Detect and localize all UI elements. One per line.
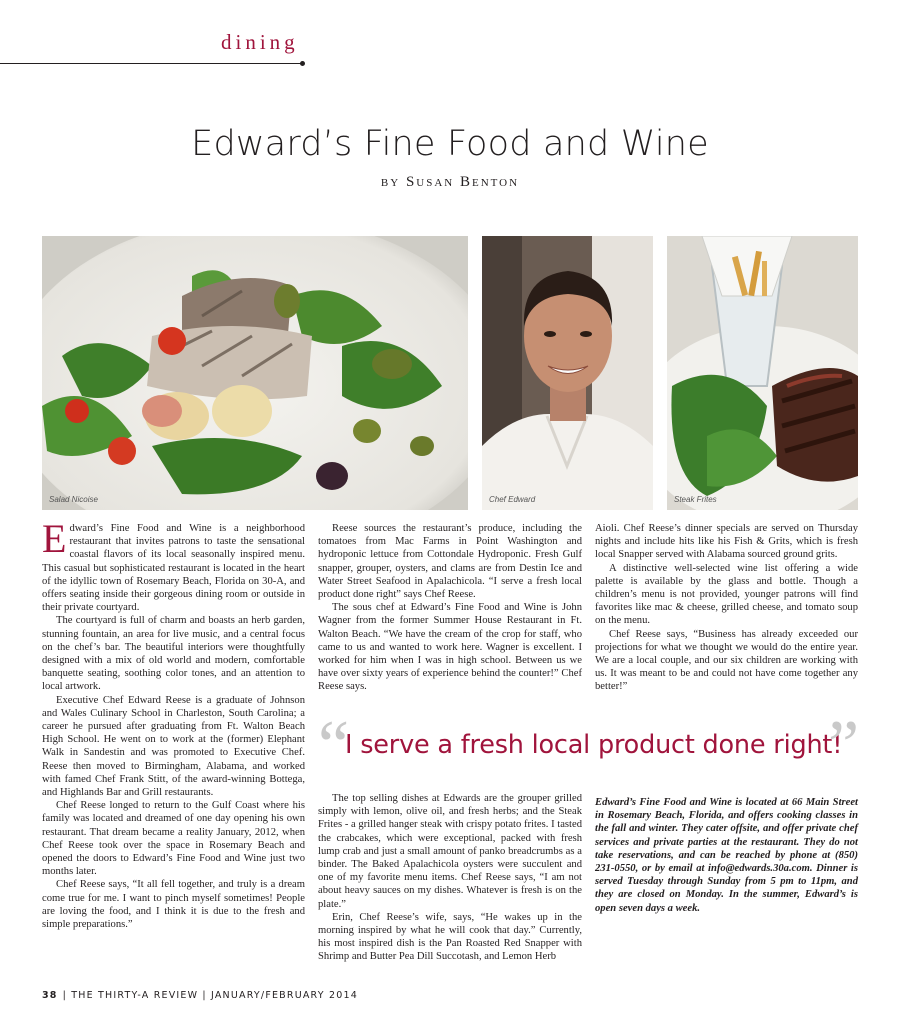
article-column-2-top	[318, 522, 582, 694]
paragraph: The top selling dishes at Edwards are the grouper grilled simply with lemon, olive oil, and fresh herbs; and the Steak Frites - a grilled hanger steak with crispy potato frites. I tasted the crabcakes, which were exceptional, packed with fresh lump crab and just a small amount of panko breadcrumbs as a binder. The Baked Apalachicola oysters were succulent and one of my favorite menu items. Chef Reese says, “I am not about heavy sauces on my dishes. Whatever is fresh is on the plate.”	[318, 793, 582, 910]
paragraph: Executive Chef Edward Reese is a graduate of Johnson and Wales Culinary School in Charleston, South Carolina; a career he pursued after graduating from Ft. Walton Beach High School. He went on to work at the (former) Elephant Walk in Sandestin and was promoted to Executive Chef. Reese then moved to Birmingham, Alabama, and worked with famed Chef Frank Stitt, of the award-winning Bottega, and Highlands Bar and Grill restaurants.	[42, 694, 305, 799]
open-quote-mark: “	[318, 707, 350, 784]
pull-quote-text: I serve a fresh local product done right!	[345, 730, 843, 760]
photo-caption: Salad Nicoise	[49, 495, 98, 504]
chef-edward-photo	[482, 236, 653, 510]
article-column-3-top	[595, 522, 858, 694]
paragraph: Chef Reese longed to return to the Gulf Coast where his family was located and dreamed of one day opening his own restaurant. That dream became a reality January, 2012, when Chef Reese took over the space in Rosemary Beach and opened the doors to Edward’s Fine Food and Wine just two months later.	[42, 800, 305, 878]
drop-cap: E	[42, 516, 67, 561]
section-label: dining	[221, 30, 299, 54]
article-column-2-bottom	[318, 792, 582, 964]
paragraph: Chef Reese says, “Business has already exceeded our projections for what we thought we would do the entire year. We are a local couple, and our six children are working with us. It was meant to be and could not have come together any better!”	[595, 628, 858, 693]
photo-caption: Chef Edward	[489, 495, 536, 504]
paragraph: A distinctive well-selected wine list offering a wide palette is available by the glass and bottle. Though a children’s menu is not provided, younger patrons will find favorites like mac & cheese, grilled cheese, and tomato soup on the menu.	[595, 562, 858, 627]
paragraph: The courtyard is full of charm and boasts an herb garden, stunning fountain, an area for live music, and a central focus on the chef’s bar. The beautiful interiors were thoughtfully designed with a mix of old world and modern, comfortable banquette seating, soothing color tones, and an attention to local artwork.	[42, 615, 305, 693]
section-divider-dot	[300, 61, 305, 66]
paragraph: Aioli. Chef Reese’s dinner specials are served on Thursday nights and include hits like his Fish & Grits, which is fresh local Snapper served with Alabama sourced ground grits.	[595, 523, 858, 561]
article-column-1	[42, 516, 305, 931]
paragraph: The sous chef at Edward’s Fine Food and Wine is John Wagner from the former Summer House Restaurant in Ft. Walton Beach. “We have the cream of the crop for staff, who came to us and wanted to work here. Wagner is excellent. I worked for him when I was in high school. Between us we have over sixty years of experience behind the counter!” Chef Reese says.	[318, 602, 582, 693]
article-byline: by Susan Benton	[380, 174, 520, 190]
section-divider	[0, 63, 302, 64]
page-number: 38	[42, 990, 58, 1001]
pull-quote	[318, 707, 862, 784]
page-footer	[42, 990, 358, 1001]
close-quote-mark: ”	[828, 707, 860, 784]
salad-nicoise-photo	[42, 236, 468, 510]
paragraph: Reese sources the restaurant’s produce, including the tomatoes from Mac Farms in Point Washington and hydroponic lettuce from Cottondale Hydroponic. Fresh Gulf snapper, grouper, oysters, and clams are from Destin Ice and Water Street Seafood in Apalachicola. “I serve a fresh local product done right” says Chef Reese.	[318, 523, 582, 601]
restaurant-info: Edward’s Fine Food and Wine is located at 66 Main Street in Rosemary Beach, Florida, and offers cooking classes in the fall and winter. They cater offsite, and offer private chef services and private parties at the restaurant. They do not take reservations, and can be reached by phone at (850) 231-0550, or by email at info@edwards.30a.com. Dinner is served Tuesday through Sunday from 5 pm to 11pm, and they are closed on Monday. In the summer, Edward’s is open seven days a week.	[595, 797, 858, 914]
article-title: Edward’s Fine Food and Wine	[191, 124, 709, 164]
publication-info: | THE THIRTY-A REVIEW | JANUARY/FEBRUARY 2014	[62, 990, 358, 1001]
photo-caption: Steak Frites	[674, 495, 717, 504]
steak-frites-photo	[667, 236, 858, 510]
paragraph: Edward’s Fine Food and Wine is a neighborhood restaurant that invites patrons to taste the sensational coastal flavors of its local seasonally inspired menu. This casual but sophisticated restaurant is located in the heart of the idyllic town of Rosemary Beach, Florida on 30-A, and offers seating inside their gorgeous dining room or outside in their private courtyard.	[42, 516, 305, 614]
paragraph: Erin, Chef Reese’s wife, says, “He wakes up in the morning inspired by what he will cook that day.” Currently, his most inspired dish is the Pan Roasted Red Snapper with Shrimp and Butter Pea Dill Succotash, and Lemon Herb	[318, 911, 582, 963]
paragraph: Chef Reese says, “It all fell together, and truly is a dream come true for me. I want to pinch myself sometimes! People are loving the food, and I think it is due to the fresh and simple preparations.”	[42, 879, 305, 931]
